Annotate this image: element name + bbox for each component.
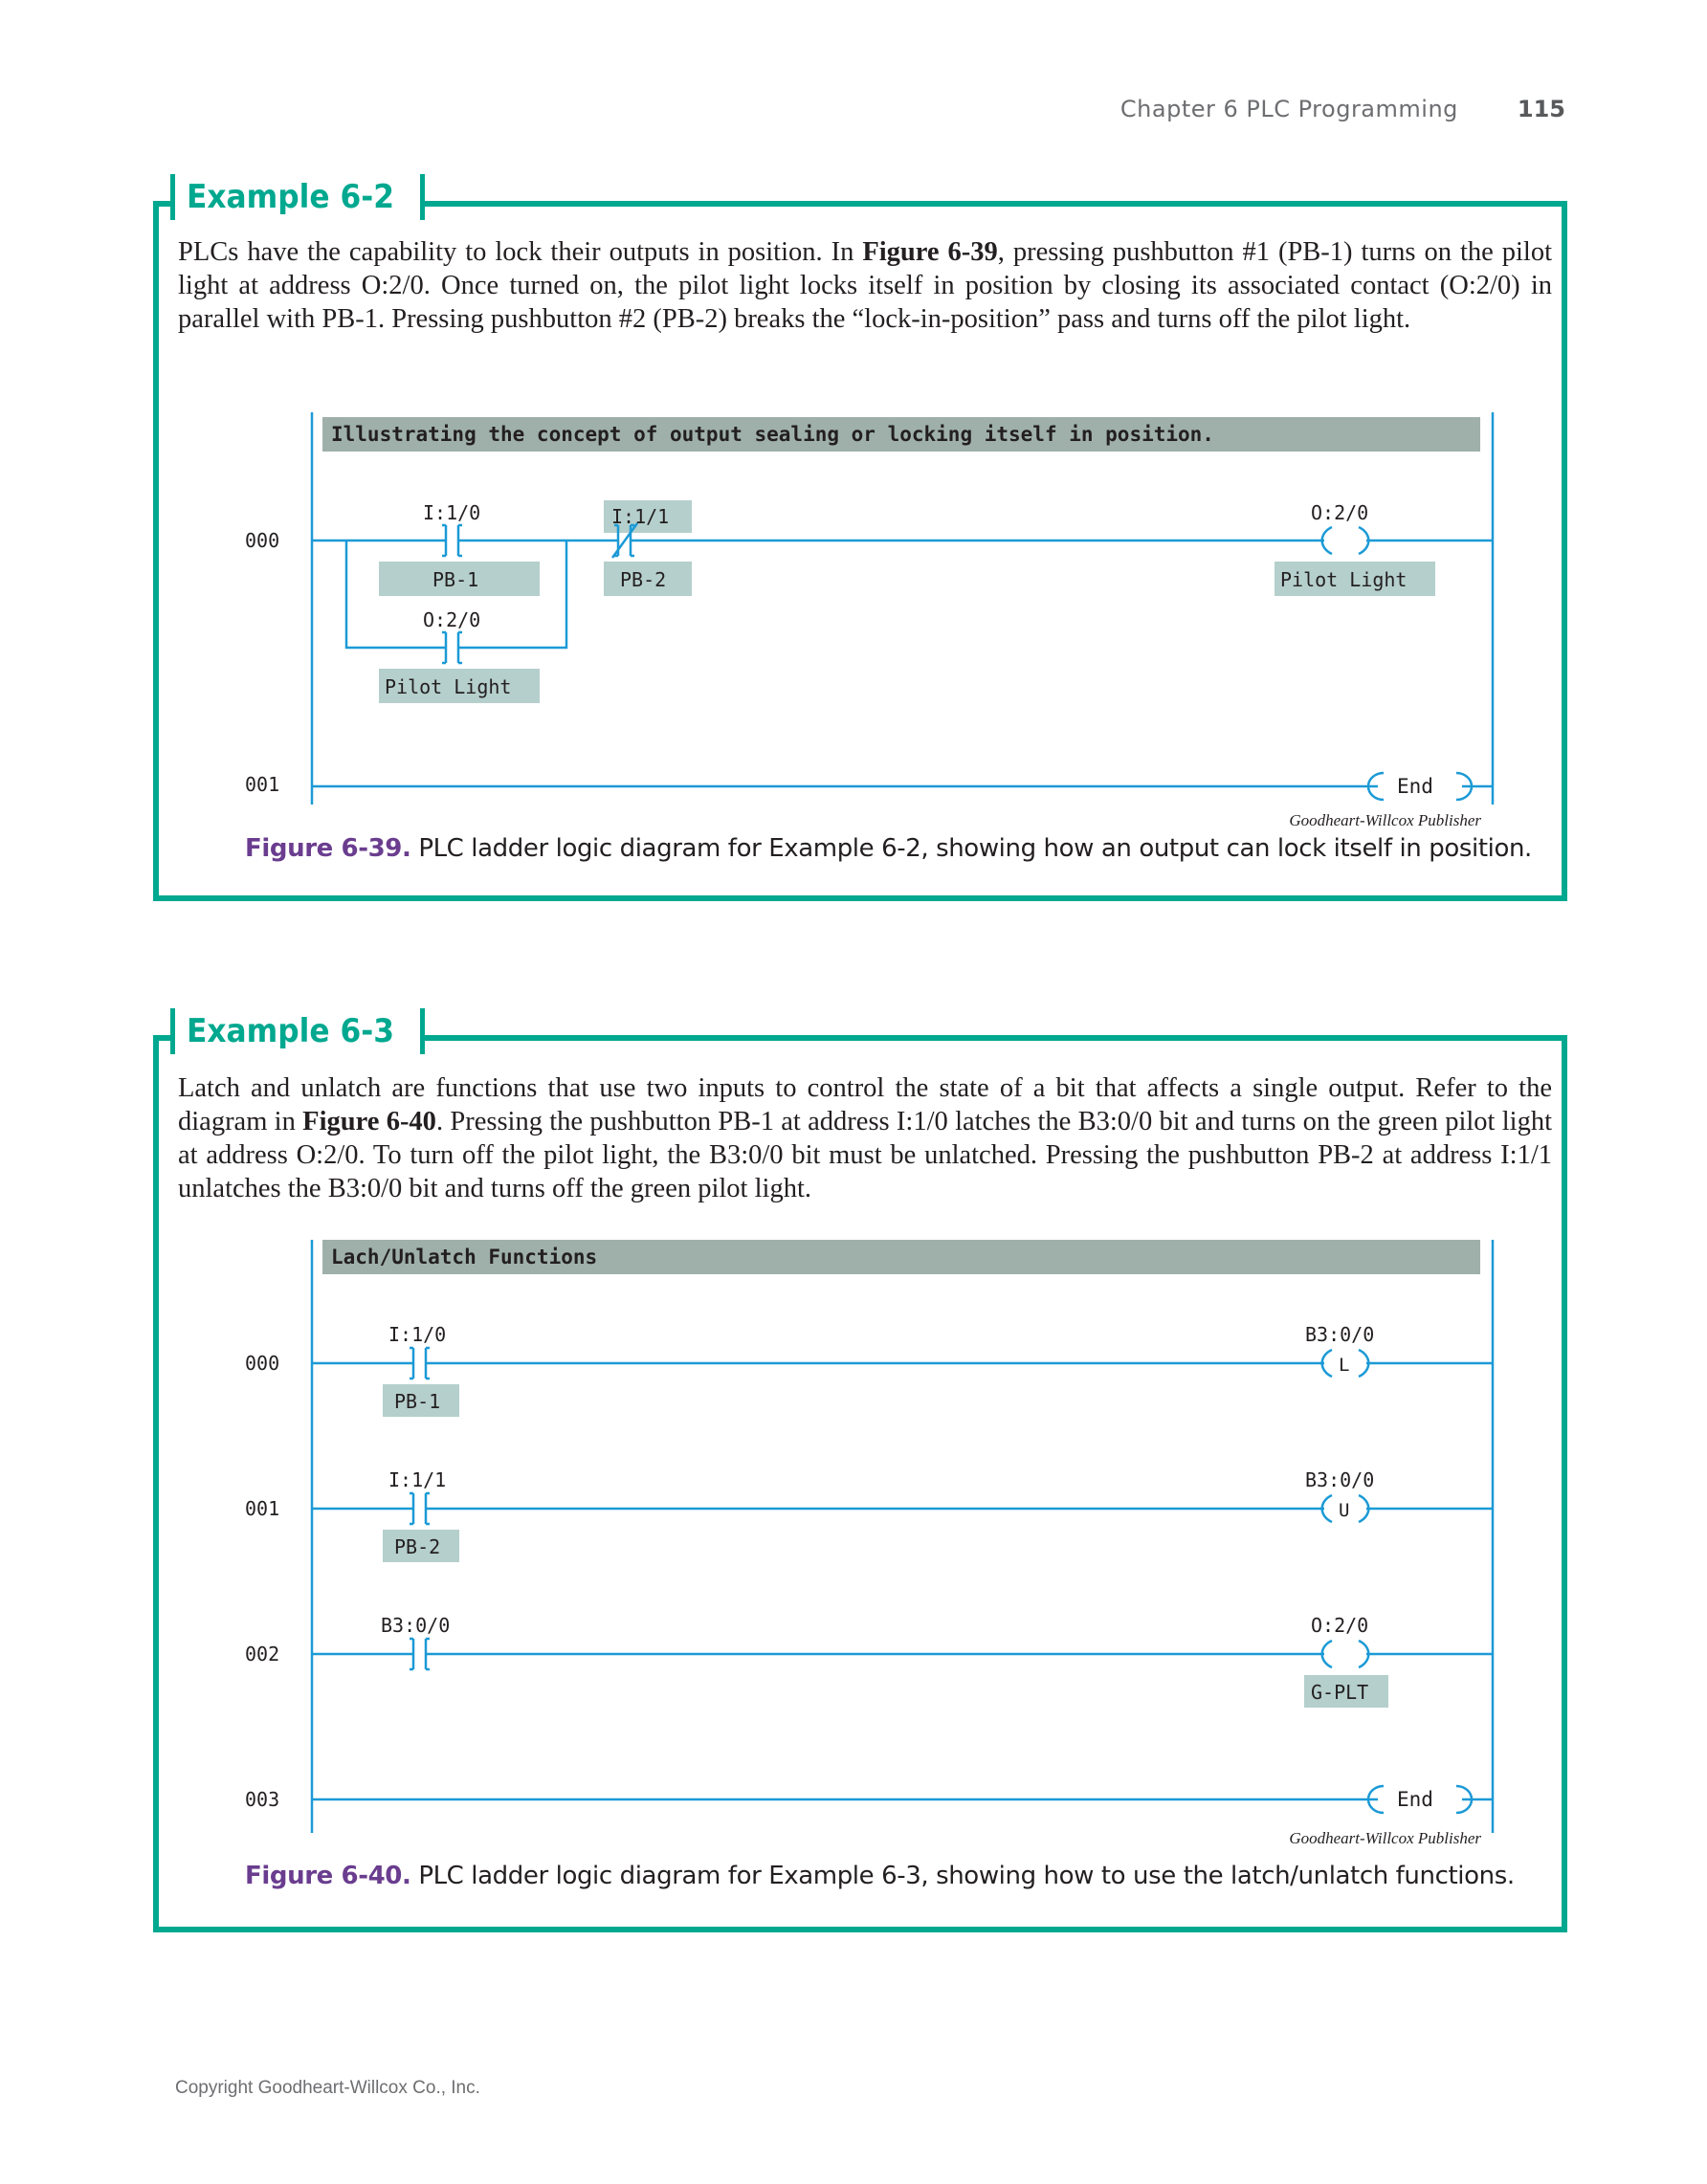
contact-label: Pilot Light (385, 675, 512, 698)
output-address: B3:0/0 (1305, 1323, 1375, 1346)
contact-label: PB-1 (432, 568, 479, 591)
rung-number: 003 (245, 1788, 280, 1811)
no-contact-icon (404, 1348, 435, 1379)
contact-address: B3:0/0 (381, 1614, 451, 1637)
contact-address: I:1/1 (388, 1468, 447, 1491)
example-6-3-box (153, 1012, 1567, 1932)
copyright-footer: Copyright Goodheart-Willcox Co., Inc. (175, 2078, 480, 2098)
chapter-title: Chapter 6 PLC Programming (1120, 96, 1458, 122)
page-number: 115 (1517, 96, 1565, 122)
output-coil-icon (1322, 527, 1369, 554)
example-6-3-text: Latch and unlatch are functions that use two inputs to control the state of a bit that affects a single output. Refer to the diagram in Figure 6-40. Pressing the pushbutton PB-1 at address I:1/0 latches the B3:0/0 bit and turns on the green pilot light at address O:2/0. To turn off the pilot light, the B3:0/0 bit must be unlatched. Pressing the pushbutton PB-2 at address I:1/1 unlatches the B3:0/0 bit and turns off the green pilot light. (178, 1073, 1553, 1203)
output-coil-icon (1322, 1641, 1369, 1667)
contact-address: I:1/0 (388, 1323, 447, 1346)
figure-6-39-ref: Figure 6-39 (862, 237, 998, 267)
no-contact-icon (436, 632, 468, 663)
coil-symbol: L (1339, 1355, 1350, 1376)
example-6-2-box (153, 178, 1567, 901)
rung-number: 002 (245, 1643, 280, 1666)
caption-text: PLC ladder logic diagram for Example 6-2, showing how an output can lock itself in position. (410, 834, 1532, 863)
output-label: G-PLT (1311, 1681, 1369, 1704)
no-contact-icon (404, 1493, 435, 1524)
contact-address: I:1/0 (423, 501, 481, 524)
caption-text: PLC ladder logic diagram for Example 6-3, showing how to use the latch/unlatch functions. (410, 1862, 1515, 1890)
rung-number: 001 (245, 1497, 280, 1520)
contact-label: PB-2 (394, 1535, 441, 1558)
diagram-banner-text: Illustrating the concept of output sealing or locking itself in position. (331, 423, 1214, 446)
figure-caption (245, 1862, 1565, 1890)
rung-number: 000 (245, 529, 280, 552)
publisher-credit: Goodheart-Willcox Publisher (1289, 811, 1481, 829)
ladder-diagram-6-40 (159, 1240, 1562, 1833)
output-label: Pilot Light (1280, 568, 1408, 591)
rung-number: 001 (245, 773, 280, 796)
figure-number: Figure 6-40. (245, 1862, 411, 1890)
contact-label: PB-2 (620, 568, 667, 591)
figure-number: Figure 6-39. (245, 834, 411, 863)
publisher-credit: Goodheart-Willcox Publisher (1289, 1829, 1481, 1847)
figure-6-40-ref: Figure 6-40 (302, 1107, 436, 1136)
diagram-banner-text: Lach/Unlatch Functions (331, 1246, 598, 1268)
example-6-3-title: Example 6-3 (170, 1008, 425, 1054)
contact-address: I:1/1 (611, 505, 670, 528)
output-address: O:2/0 (1311, 501, 1369, 524)
figure-caption (245, 834, 1565, 863)
example-6-2-text: PLCs have the capability to lock their outputs in position. In Figure 6-39, pressing pushbutton #1 (PB-1) turns on the pilot light at address O:2/0. Once turned on, the pilot light locks itself in position by closing its associated contact (O:2/0) in parallel with PB-1. Pressing pushbutton #2 (PB-2) breaks the “lock-in-position” pass and turns off the pilot light. (178, 237, 1553, 334)
rung-number: 000 (245, 1352, 280, 1375)
coil-symbol: U (1339, 1500, 1350, 1521)
no-contact-icon (436, 525, 468, 556)
end-label: End (1397, 1788, 1433, 1811)
ladder-diagram-6-39 (159, 412, 1562, 814)
no-contact-icon (404, 1639, 435, 1669)
example-6-2-title: Example 6-2 (170, 174, 425, 220)
output-address: B3:0/0 (1305, 1468, 1375, 1491)
contact-label: PB-1 (394, 1390, 441, 1413)
running-head (957, 96, 1565, 122)
end-label: End (1397, 775, 1433, 798)
output-address: O:2/0 (1311, 1614, 1369, 1637)
contact-address: O:2/0 (423, 608, 481, 631)
